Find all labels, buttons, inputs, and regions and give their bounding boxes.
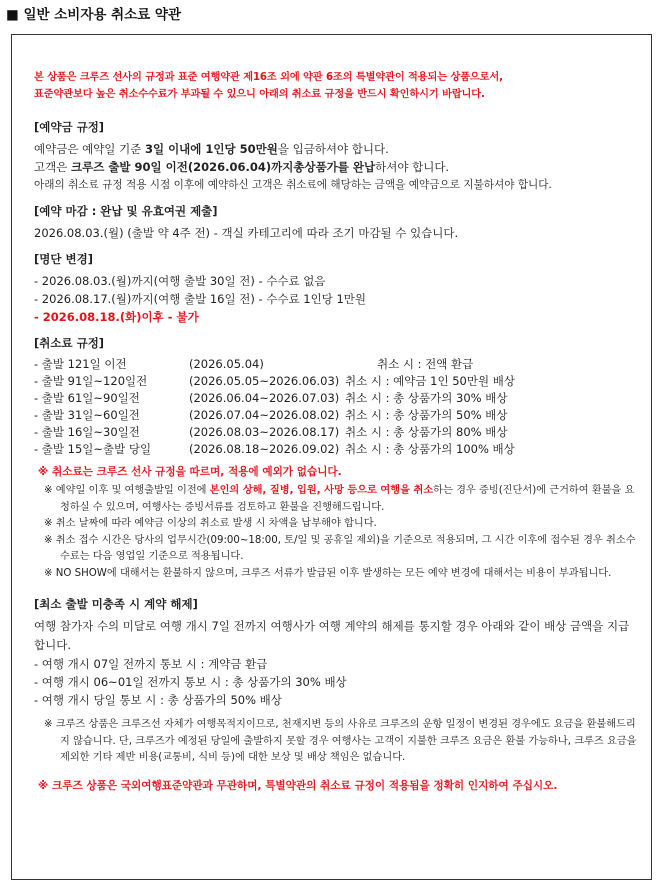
deposit-line-1-bold: 3일 이내에 1인당 50만원 [144,142,278,156]
cancellation-period: - 출발 91일~120일전 [34,374,148,388]
top-notice-line-1: 본 상품은 크루즈 선사의 규정과 표준 여행약관 제16조 외에 약관 6조의 특별약관이 적용되는 상품으로서, [34,72,503,83]
deposit-section-title: [예약금 규정] [34,120,105,134]
cancellation-fee: 취소 시 : 총 상품가의 30% 배상 [345,391,508,405]
cancellation-note-2: ※ 취소 날짜에 따라 예약금 이상의 취소료 발생 시 차액을 납부해야 합니다. [44,518,377,529]
deposit-line-1-text: 예약금은 예약일 기준 [34,142,145,156]
cancellation-dates: (2026.07.04~2026.08.02) [189,408,340,422]
name-change-line-3: - 2026.08.18.(화)이후 - 불가 [34,310,199,324]
note-1-end: 하는 경우 증빙(진단서)에 근거하여 환불을 요청하실 수 있으며, 여행사는 증빙서류를 검토하고 환불을 진행해드립니다. [60,485,635,513]
page-title: ■ 일반 소비자용 취소료 약관 [6,7,182,23]
terms-box [11,34,652,880]
minimum-departure-line-2: - 여행 개시 06~01일 전까지 통보 시 : 총 상품가의 30% 배상 [34,675,347,689]
cancellation-row [34,390,637,407]
top-notice-line-2: 표준약관보다 높은 취소수수료가 부과될 수 있으니 아래의 취소료 규정을 반드시 확인하시기 바랍니다. [34,89,485,100]
cancellation-fee: 취소 시 : 총 상품가의 100% 배상 [345,442,515,456]
cancellation-fee: 취소 시 : 예약금 1인 50만원 배상 [345,374,515,388]
cancellation-row [34,441,637,458]
cancellation-note-1 [38,483,637,516]
note-1-text: ※ 예약일 이후 및 여행출발일 이전에 [44,485,210,496]
name-change-line-2: - 2026.08.17.(월)까지(여행 출발 16일 전) - 수수료 1인당 1만원 [34,292,366,306]
minimum-departure-line-1: - 여행 개시 07일 전까지 통보 시 : 계약금 환급 [34,657,268,671]
deadline-line-1: 2026.08.03.(월) (출발 약 4주 전) - 객실 카테고리에 따라 조기 마감될 수 있습니다. [34,226,459,240]
cancellation-red-note: ※ 취소료는 크루즈 선사 규정을 따르며, 적용에 예외가 없습니다. [38,466,342,478]
cancellation-section-title: [취소료 규정] [34,336,105,350]
cancellation-fee: 취소 시 : 총 상품가의 80% 배상 [345,425,508,439]
cancellation-row [34,424,637,441]
top-notice [34,69,637,103]
cancellation-fee: 취소 시 : 총 상품가의 50% 배상 [345,408,508,422]
cancellation-dates: (2026.06.04~2026.07.03) [189,391,340,405]
cancellation-dates: (2026.05.04) [189,357,264,371]
deposit-line-2-end: 하셔야 합니다. [375,160,450,174]
deposit-line-2-bold: 크루즈 출발 90일 이전(2026.06.04)까지총상품가를 완납 [70,160,376,174]
cancellation-period: - 출발 16일~30일전 [34,425,140,439]
deposit-line-3: 아래의 취소료 규정 적용 시점 이후에 예약하신 고객은 취소료에 해당하는 금액을 예약금으로 지불하셔야 합니다. [34,179,552,191]
cancellation-row [34,356,637,373]
minimum-departure-line-3: - 여행 개시 당일 통보 시 : 총 상품가의 50% 배상 [34,693,282,707]
final-red-note: ※ 크루즈 상품은 국외여행표준약관과 무관하며, 특별약관의 취소료 규정이 적용됨을 정확히 인지하여 주십시오. [38,779,558,792]
note-1-highlight: 본인의 상해, 질병, 입원, 사망 등으로 여행을 취소 [209,485,434,496]
deposit-line-1 [34,140,637,158]
cancellation-dates: (2026.08.18~2026.09.02) [189,442,340,456]
cancellation-period: - 출발 31일~60일전 [34,408,140,422]
cancellation-row [34,407,637,424]
cancellation-period: - 출발 15일~출발 당일 [34,442,152,456]
cancellation-note-3: ※ 취소 접수 시간은 당사의 업무시간(09:00~18:00, 토/일 및 공휴일 제외)을 기준으로 적용되며, 그 시간 이후에 접수된 경우 취소수수료는 다음 영업일 기준으로 적용됩니다. [44,534,636,562]
deposit-line-2 [34,158,637,176]
cruise-refund-note: ※ 크루즈 상품은 크루즈선 자체가 여행목적지이므로, 천재지변 등의 사유로 크루즈의 운항 일정이 변경된 경우에도 요금을 환불해드리지 않습니다. 단, 크루즈가 예정된 당일에 출발하지 못할 경우 여행사는 고객이 지불한 크루즈 요금은 환불 가능하나, 크루즈 요금을 제외한 기타 제반 비용(교통비, 식비 등)에 대한 보상 및 배상 책임은 없습니다. [44,719,637,763]
deadline-section-title: [예약 마감 : 완납 및 유효여권 제출] [34,204,218,218]
cancellation-row [34,373,637,390]
minimum-departure-section-title: [최소 출발 미충족 시 계약 해제] [34,597,198,611]
cancellation-period: - 출발 61일~90일전 [34,391,140,405]
name-change-section-title: [명단 변경] [34,252,93,266]
name-change-line-1: - 2026.08.03.(월)까지(여행 출발 30일 전) - 수수료 없음 [34,274,326,288]
cancellation-dates: (2026.08.03~2026.08.17) [189,425,340,439]
minimum-departure-paragraph: 여행 참가자 수의 미달로 여행 개시 7일 전까지 여행사가 여행 계약의 해제를 통지할 경우 아래와 같이 배상 금액을 지급합니다. [34,619,630,652]
cancellation-fee: 취소 시 : 전액 환급 [377,357,474,371]
cancellation-dates: (2026.05.05~2026.06.03) [189,374,340,388]
deposit-line-1-end: 을 입금하셔야 합니다. [277,142,389,156]
cancellation-note-4: ※ NO SHOW에 대해서는 환불하지 않으며, 크루즈 서류가 발급된 이후 발생하는 모든 예약 변경에 대해서는 비용이 부과됩니다. [44,567,612,579]
deposit-line-2-text: 고객은 [34,160,71,174]
cancellation-period: - 출발 121일 이전 [34,357,127,371]
